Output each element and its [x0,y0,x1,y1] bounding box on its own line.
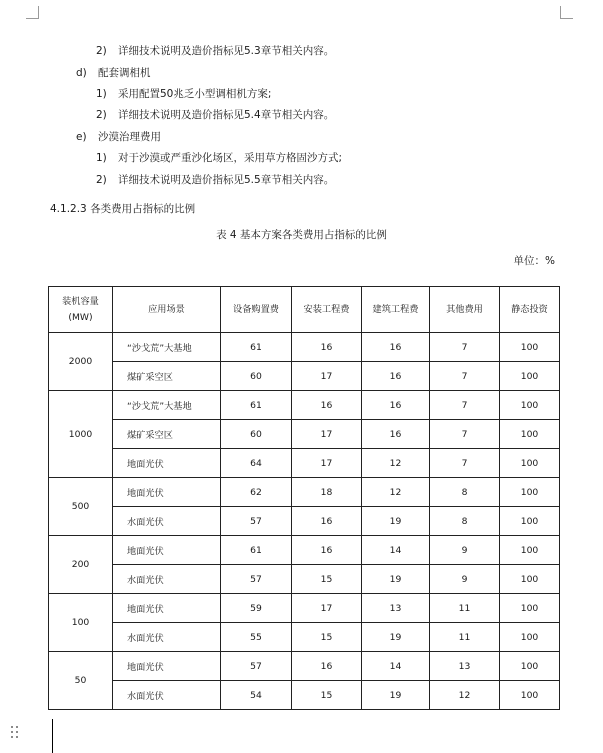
other-cell: 11 [430,594,500,623]
static-investment-cell: 100 [500,652,560,681]
header-equipment: 设备购置费 [221,287,292,333]
item-text: 对于沙漠或严重沙化场区，采用草方格固沙方式; [118,152,343,164]
construction-cell: 16 [362,391,430,420]
scenario-cell: 煤矿采空区 [113,420,221,449]
construction-cell: 16 [362,420,430,449]
table-header-row [49,287,560,333]
body-line-2 [76,66,151,80]
installation-cell: 18 [292,478,362,507]
table-row [49,333,560,362]
construction-cell: 14 [362,536,430,565]
item-text: 采用配置50兆乏小型调相机方案; [118,88,272,100]
capacity-cell: 200 [49,536,113,594]
other-cell: 12 [430,681,500,710]
header-scenario: 应用场景 [113,287,221,333]
equipment-cell: 61 [221,391,292,420]
equipment-cell: 55 [221,623,292,652]
installation-cell: 17 [292,420,362,449]
table-row [49,652,560,681]
equipment-cell: 61 [221,333,292,362]
item-number: 2) [96,45,107,57]
table-row [49,681,560,710]
static-investment-cell: 100 [500,391,560,420]
item-number: 1) [96,152,107,164]
construction-cell: 19 [362,623,430,652]
static-investment-cell: 100 [500,536,560,565]
table-row [49,536,560,565]
installation-cell: 15 [292,681,362,710]
installation-cell: 15 [292,623,362,652]
capacity-cell: 1000 [49,391,113,478]
item-text: 详细技术说明及造价指标见5.5章节相关内容。 [118,174,335,186]
construction-cell: 12 [362,449,430,478]
section-heading: 4.1.2.3 各类费用占指标的比例 [50,203,196,215]
installation-cell: 16 [292,391,362,420]
static-investment-cell: 100 [500,478,560,507]
construction-cell: 19 [362,507,430,536]
table-row [49,362,560,391]
scenario-cell: 地面光伏 [113,594,221,623]
item-number: 1) [96,88,107,100]
header-capacity: 装机容量 (MW) [49,287,113,333]
equipment-cell: 64 [221,449,292,478]
header-construction: 建筑工程费 [362,287,430,333]
other-cell: 9 [430,536,500,565]
construction-cell: 16 [362,333,430,362]
installation-cell: 15 [292,565,362,594]
item-number: 2) [96,174,107,186]
header-installation: 安装工程费 [292,287,362,333]
equipment-cell: 61 [221,536,292,565]
construction-cell: 13 [362,594,430,623]
drag-handle-icon[interactable] [11,726,20,740]
installation-cell: 17 [292,362,362,391]
page-corner-mark-top-right [560,6,573,19]
equipment-cell: 54 [221,681,292,710]
scenario-cell: 地面光伏 [113,449,221,478]
item-text: 详细技术说明及造价指标见5.4章节相关内容。 [118,109,335,121]
equipment-cell: 57 [221,652,292,681]
installation-cell: 16 [292,333,362,362]
item-text: 详细技术说明及造价指标见5.3章节相关内容。 [118,45,335,57]
other-cell: 7 [430,333,500,362]
item-text: 配套调相机 [98,67,151,79]
equipment-cell: 60 [221,362,292,391]
capacity-cell: 100 [49,594,113,652]
construction-cell: 19 [362,681,430,710]
equipment-cell: 62 [221,478,292,507]
body-line-4 [96,108,334,122]
equipment-cell: 59 [221,594,292,623]
scenario-cell: 水面光伏 [113,623,221,652]
scenario-cell: 水面光伏 [113,507,221,536]
scenario-cell: 水面光伏 [113,565,221,594]
construction-cell: 16 [362,362,430,391]
scenario-cell: 地面光伏 [113,652,221,681]
installation-cell: 16 [292,652,362,681]
table-body [49,333,560,710]
capacity-cell: 2000 [49,333,113,391]
equipment-cell: 57 [221,565,292,594]
capacity-cell: 50 [49,652,113,710]
static-investment-cell: 100 [500,623,560,652]
other-cell: 11 [430,623,500,652]
table-row [49,623,560,652]
other-cell: 7 [430,362,500,391]
other-cell: 7 [430,391,500,420]
other-cell: 9 [430,565,500,594]
item-text: 沙漠治理费用 [98,131,161,143]
body-line-3 [96,87,271,101]
item-number: e) [76,131,87,143]
static-investment-cell: 100 [500,681,560,710]
construction-cell: 19 [362,565,430,594]
scenario-cell: 水面光伏 [113,681,221,710]
table-row [49,391,560,420]
body-line-1 [96,44,334,58]
table-row [49,565,560,594]
scenario-cell: “沙戈荒”大基地 [113,333,221,362]
construction-cell: 12 [362,478,430,507]
table-caption: 表 4 基本方案各类费用占指标的比例 [216,229,387,241]
table-row [49,420,560,449]
header-static-investment: 静态投资 [500,287,560,333]
installation-cell: 16 [292,507,362,536]
capacity-cell: 500 [49,478,113,536]
page-corner-mark-top-left [26,6,39,19]
table-row [49,449,560,478]
other-cell: 8 [430,507,500,536]
other-cell: 13 [430,652,500,681]
static-investment-cell: 100 [500,507,560,536]
cost-ratio-table [48,286,560,710]
static-investment-cell: 100 [500,449,560,478]
text-cursor [52,719,53,753]
construction-cell: 14 [362,652,430,681]
static-investment-cell: 100 [500,594,560,623]
table-row [49,478,560,507]
scenario-cell: 煤矿采空区 [113,362,221,391]
equipment-cell: 60 [221,420,292,449]
scenario-cell: 地面光伏 [113,536,221,565]
installation-cell: 17 [292,449,362,478]
installation-cell: 16 [292,536,362,565]
static-investment-cell: 100 [500,362,560,391]
static-investment-cell: 100 [500,565,560,594]
other-cell: 7 [430,420,500,449]
static-investment-cell: 100 [500,420,560,449]
equipment-cell: 57 [221,507,292,536]
table-row [49,507,560,536]
installation-cell: 17 [292,594,362,623]
static-investment-cell: 100 [500,333,560,362]
scenario-cell: “沙戈荒”大基地 [113,391,221,420]
body-line-5 [76,130,161,144]
scenario-cell: 地面光伏 [113,478,221,507]
item-number: d) [76,67,87,79]
body-line-6 [96,151,342,165]
unit-label: 单位：% [513,255,555,267]
header-other: 其他费用 [430,287,500,333]
item-number: 2) [96,109,107,121]
body-line-7 [96,173,334,187]
table-row [49,594,560,623]
other-cell: 8 [430,478,500,507]
other-cell: 7 [430,449,500,478]
